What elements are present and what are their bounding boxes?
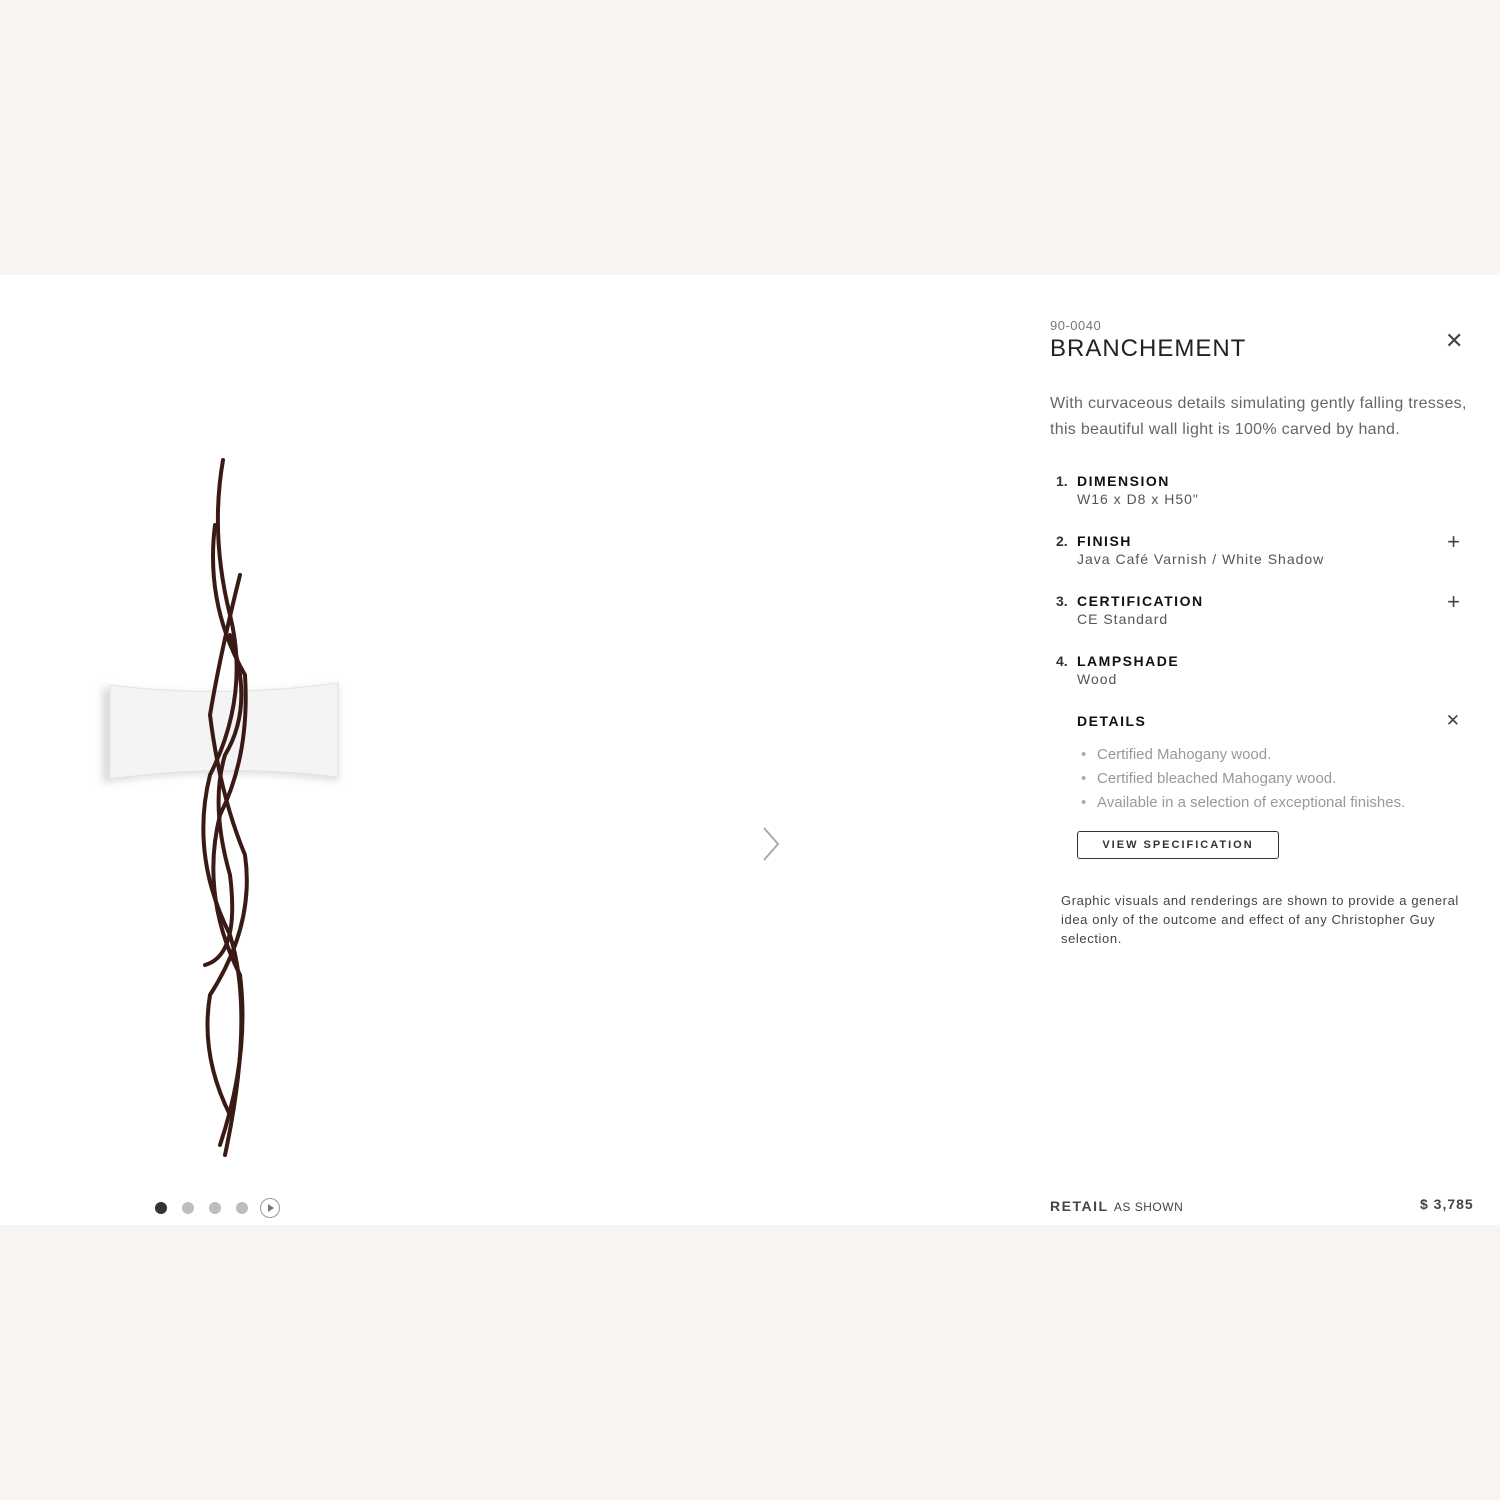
- play-slideshow-icon[interactable]: [260, 1198, 280, 1218]
- details-item: • Certified bleached Mahogany wood.: [1077, 767, 1470, 791]
- option-number: 4.: [1056, 653, 1068, 669]
- option-dimension: [1050, 473, 1470, 507]
- details-label: DETAILS: [1077, 713, 1147, 729]
- slide-dot-2[interactable]: [182, 1202, 194, 1214]
- as-shown-text: AS SHOWN: [1113, 1200, 1184, 1214]
- slide-dot-1[interactable]: [155, 1202, 167, 1214]
- option-label: DIMENSION: [1077, 473, 1170, 489]
- option-certification: [1050, 589, 1470, 627]
- product-image: [80, 455, 360, 1165]
- option-finish: [1050, 529, 1470, 567]
- details-item: • Certified Mahogany wood.: [1077, 743, 1470, 767]
- slide-dot-3[interactable]: [209, 1202, 221, 1214]
- option-value: CE Standard: [1077, 611, 1169, 627]
- expand-plus-icon[interactable]: +: [1447, 589, 1460, 614]
- price: $ 3,785: [1420, 1196, 1474, 1212]
- gallery-pagination: [155, 1198, 280, 1218]
- option-number: 3.: [1056, 593, 1068, 609]
- disclaimer: Graphic visuals and renderings are shown to provide a general idea only of the outcome and effect of any Christopher Guy selection.: [1061, 893, 1459, 946]
- option-label: CERTIFICATION: [1077, 593, 1204, 609]
- next-slide-arrow-icon[interactable]: [758, 826, 784, 862]
- view-specification-button[interactable]: VIEW SPECIFICATION: [1077, 831, 1279, 859]
- option-value: Wood: [1077, 671, 1118, 687]
- product-description: With curvaceous details simulating gently falling tresses, this beautiful wall light is 100% carved by hand.: [1050, 395, 1467, 438]
- product-sku: 90-0040: [1050, 318, 1102, 333]
- option-value: W16 x D8 x H50": [1077, 491, 1199, 507]
- option-label: FINISH: [1077, 533, 1132, 549]
- option-label: LAMPSHADE: [1077, 653, 1180, 669]
- retail-text: RETAIL: [1050, 1198, 1109, 1214]
- expand-plus-icon[interactable]: +: [1447, 529, 1460, 554]
- details-item: • Available in a selection of exceptional finishes.: [1077, 791, 1470, 815]
- close-icon[interactable]: ✕: [1445, 328, 1464, 353]
- details-list: [1077, 743, 1470, 815]
- details-section: [1050, 713, 1470, 859]
- collapse-close-icon[interactable]: ✕: [1445, 711, 1460, 730]
- product-title: BRANCHEMENT: [1050, 335, 1247, 362]
- product-info: [1050, 318, 1470, 859]
- option-lampshade: [1050, 653, 1470, 687]
- option-number: 1.: [1056, 473, 1068, 489]
- option-value: Java Café Varnish / White Shadow: [1077, 551, 1325, 567]
- retail-label: [1050, 1198, 1183, 1214]
- option-number: 2.: [1056, 533, 1068, 549]
- slide-dot-4[interactable]: [236, 1202, 248, 1214]
